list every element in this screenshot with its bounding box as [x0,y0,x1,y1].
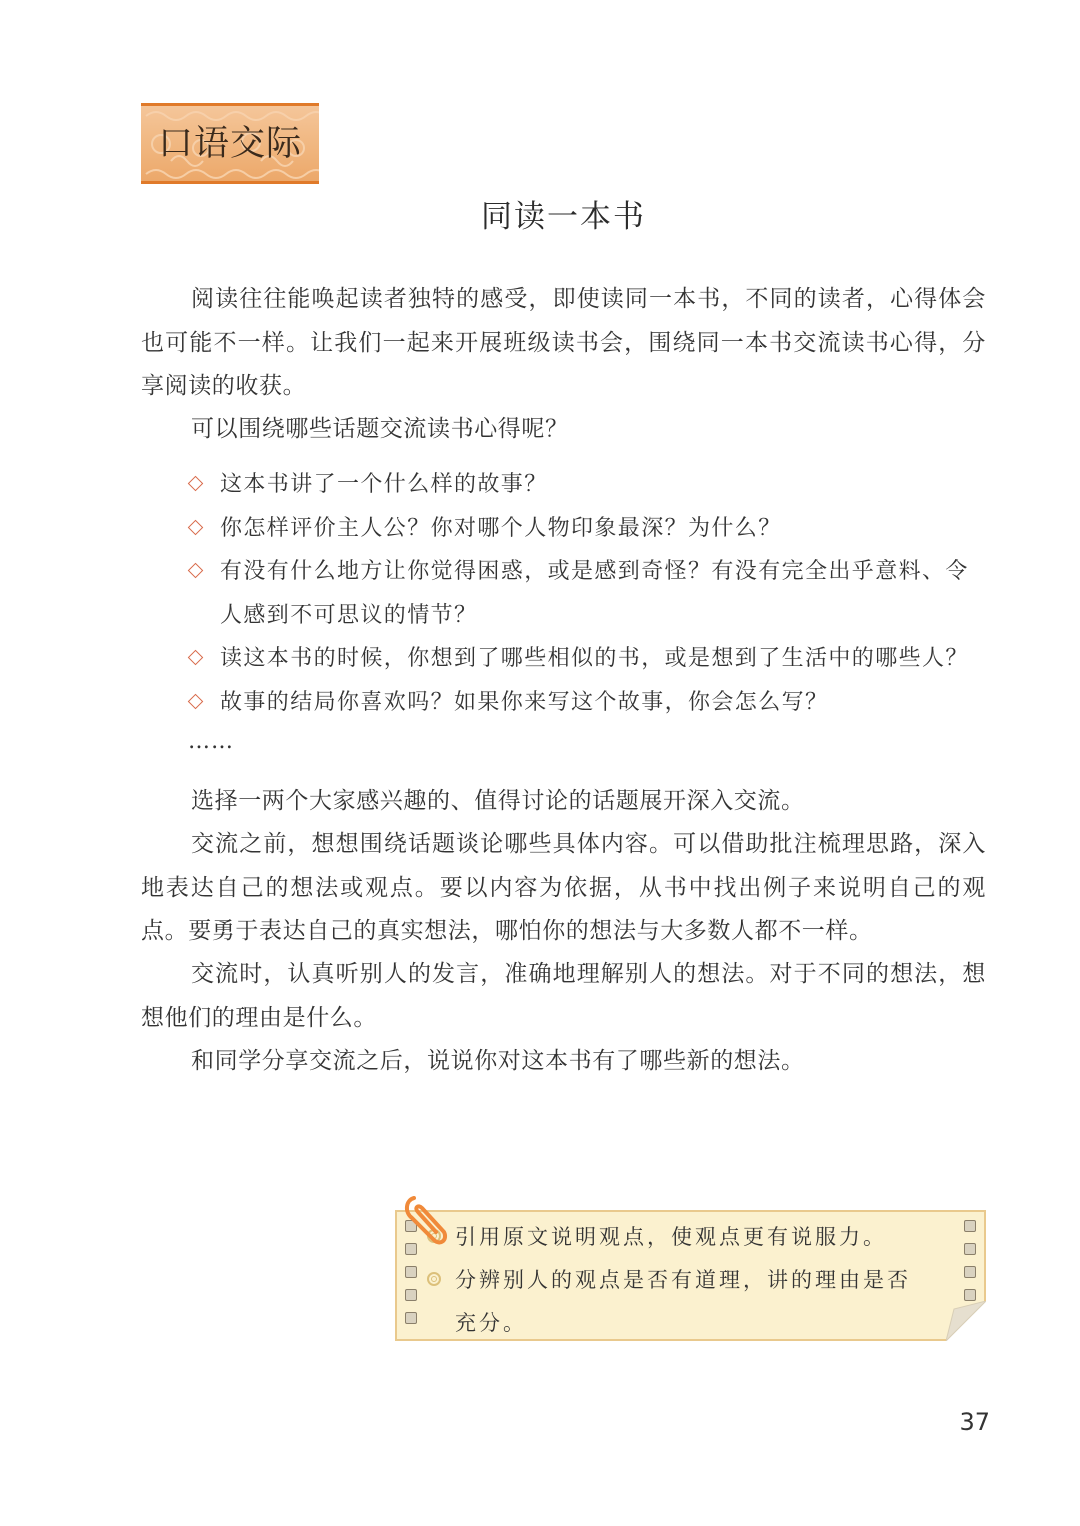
tip-text: 分辨别人的观点是否有道理，讲的理由是否充分。 [455,1268,911,1335]
topic-text: 你怎样评价主人公？你对哪个人物印象最深？为什么？ [220,515,782,541]
paperclip-icon [400,1190,450,1250]
topic-text: 读这本书的时候，你想到了哪些相似的书，或是想到了生活中的哪些人？ [220,646,969,671]
list-ellipsis: …… [188,729,234,754]
banner-label: 口语交际 [157,124,302,164]
body-paragraph: 交流时，认真听别人的发言，准确地理解别人的想法。对于不同的想法，想想他们的理由是什么。 [141,961,986,1031]
topic-text: 这本书讲了一个什么样的故事？ [220,472,548,497]
tip-text: 引用原文说明观点，使观点更有说服力。 [455,1225,887,1249]
list-item [190,681,990,725]
page-fold-corner-icon [946,1301,986,1341]
tip-item [455,1259,915,1345]
diamond-bullet-icon [188,519,204,535]
diamond-bullet-icon [188,563,204,579]
body-paragraph: 交流之前，想想围绕话题谈论哪些具体内容。可以借助批注梳理思路，深入地表达自己的想法或观点。要以内容为依据，从书中找出例子来说明自己的观点。要勇于表达自己的真实想法，哪怕你的想法与大多数人都不一样。 [141,831,986,944]
body-paragraph: 和同学分享交流之后，说说你对这本书有了哪些新的想法。 [191,1048,805,1074]
page-title: 同读一本书 [481,199,646,235]
list-item [190,463,990,507]
section-banner [141,103,319,184]
list-item [190,507,990,551]
list-item [190,550,990,637]
topic-text: 故事的结局你喜欢吗？如果你来写这个故事，你会怎么写？ [220,689,829,715]
topic-list [190,463,990,724]
tip-note-card [395,1210,986,1341]
diamond-bullet-icon [188,693,204,709]
intro-paragraph: 阅读往往能唤起读者独特的感受，即使读同一本书，不同的读者，心得体会也可能不一样。让我们一起来开展班级读书会，围绕同一本书交流读书心得，分享阅读的收获。 [141,286,986,399]
double-circle-bullet-icon [427,1272,441,1286]
binder-holes-right [964,1220,976,1312]
diamond-bullet-icon [188,476,204,492]
diamond-bullet-icon [188,650,204,666]
body-paragraph: 选择一两个大家感兴趣的、值得讨论的话题展开深入交流。 [191,788,805,814]
topic-text: 有没有什么地方让你觉得困惑，或是感到奇怪？有没有完全出乎意料、令人感到不可思议的情节？ [220,559,969,628]
tip-item [455,1216,925,1259]
question-paragraph: 可以围绕哪些话题交流读书心得呢？ [191,416,569,442]
page-number: 37 [959,1408,990,1436]
list-item [190,637,990,681]
